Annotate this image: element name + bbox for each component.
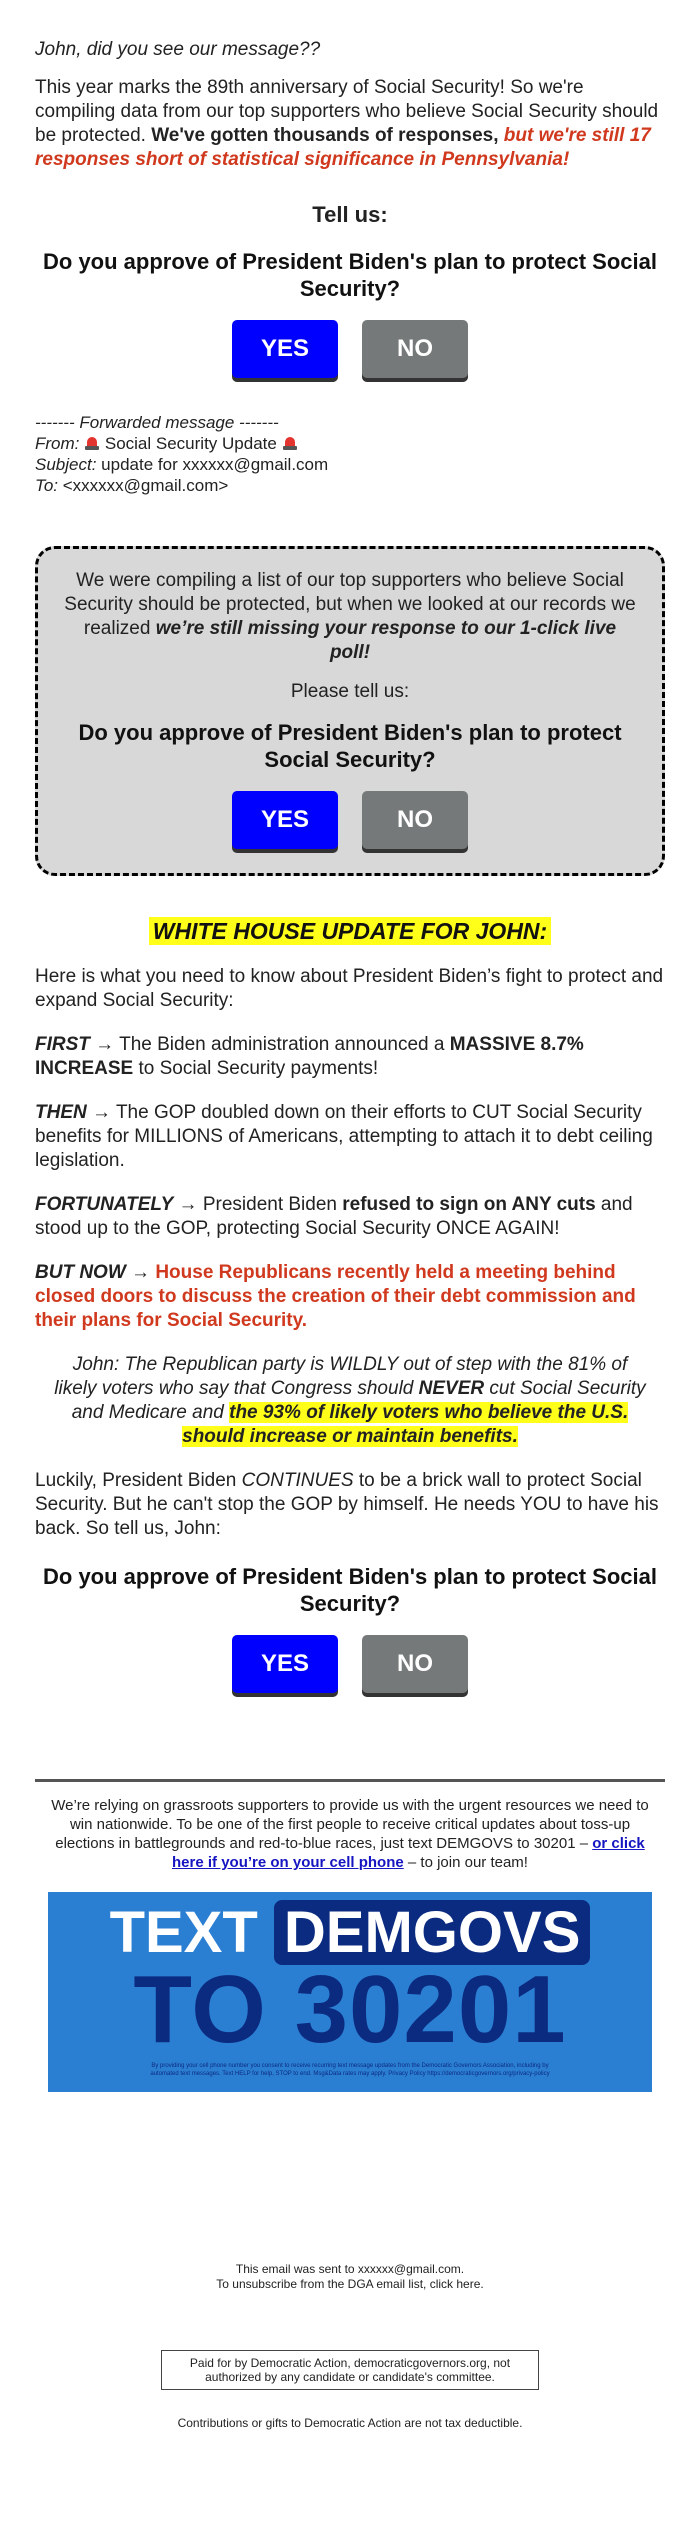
no-button[interactable]: NO: [362, 320, 468, 378]
luckily-paragraph: [35, 1469, 665, 1541]
from-label: From:: [35, 434, 80, 453]
email-body: [35, 0, 665, 2430]
quote-highlight: the 93% of likely voters who believe the U.S. should increase or maintain benefits.: [182, 1402, 629, 1447]
grassroots-paragraph: [35, 1796, 665, 1872]
then-label: THEN: [35, 1102, 87, 1123]
yes-button[interactable]: YES: [232, 791, 338, 849]
but-now-red: House Republicans recently held a meeting behind closed doors to discuss the creation of their debt commission and their plans for Social Security.: [35, 1262, 636, 1331]
from-name: Social Security Update: [104, 434, 277, 453]
paid-for-disclaimer: Paid for by Democratic Action, democraticgovernors.org, not authorized by any candidate or candidate's committee.: [161, 2350, 539, 2390]
intro-bold: We've gotten thousands of responses,: [151, 125, 504, 146]
poll-buttons: [35, 320, 665, 378]
to-value: <xxxxxx@gmail.com>: [62, 476, 229, 495]
white-house-update-heading: [35, 918, 665, 945]
then-text: → The GOP doubled down on their efforts to CUT Social Security benefits for MILLIONS of Americans, attempting to attach it to debt ceiling legislation.: [35, 1102, 653, 1171]
to-label: To:: [35, 476, 59, 495]
grassroots-text: We’re relying on grassroots supporters to provide us with the urgent resources we need to win nationwide. To be one of the first people to receive critical updates about toss-up elections in battlegrounds and red-to-blue races, just text DEMGOVS to 30201 –: [51, 1797, 649, 1852]
police-siren-icon: [84, 437, 100, 450]
first-paragraph: [35, 1033, 665, 1081]
fortunately-paragraph: [35, 1193, 665, 1241]
quote-text: John: The Republican party is WILDLY out of step with the 81% of likely voters who say that Congress should: [54, 1354, 628, 1399]
intro-red: but we're still 17 responses short of statistical significance in Pennsylvania!: [35, 125, 651, 170]
first-bold: MASSIVE 8.7% INCREASE: [35, 1034, 584, 1079]
forwarded-message-box: [35, 546, 665, 876]
please-tell-us: Please tell us:: [290, 681, 410, 702]
poll-buttons: [35, 1635, 665, 1693]
text-demgovs-banner[interactable]: [48, 1892, 652, 2092]
but-now-paragraph: [35, 1261, 665, 1333]
banner-fine-print: By providing your cell phone number you consent to receive recurring text message updates from the Democratic Governors Association, including by automated text messages. Text HELP for help, STOP to end. Msg&Data rates may apply. Privacy Policy https://democraticgovernors.org/privacy-policy: [150, 2063, 550, 2077]
sent-to-text: This email was sent to xxxxxx@gmail.com.: [235, 2262, 465, 2276]
unsubscribe-link[interactable]: To unsubscribe from the DGA email list, click here.: [216, 2277, 484, 2291]
luckily-text: Luckily, President Biden: [35, 1470, 242, 1491]
banner-to-number: TO 30201: [133, 1956, 567, 2063]
poll-question: Do you approve of President Biden's plan to protect Social Security?: [43, 1564, 657, 1616]
quote-never: NEVER: [418, 1378, 485, 1399]
luckily-text-2: to be a brick wall to protect Social Security. But he can't stop the GOP by himself. He needs YOU to have his back. So tell us, John:: [35, 1470, 659, 1539]
quote-paragraph: [35, 1353, 665, 1449]
boxed-text: We were compiling a list of our top supporters who believe Social Security should be protected, but when we looked at our records we realized: [64, 570, 636, 639]
then-paragraph: [35, 1101, 665, 1173]
banner-keyword: DEMGOVS: [274, 1900, 591, 1965]
contributions-notice: Contributions or gifts to Democratic Action are not tax deductible.: [177, 2416, 523, 2430]
subject-label: Subject:: [35, 455, 97, 474]
greeting: John, did you see our message??: [35, 39, 321, 60]
poll-buttons: [62, 791, 638, 849]
grassroots-text-end: – to join our team!: [403, 1854, 528, 1871]
luckily-italic: CONTINUES: [241, 1470, 354, 1491]
fortunately-label: FORTUNATELY: [35, 1194, 174, 1215]
fortunately-text: → President Biden: [173, 1194, 343, 1215]
tell-us-heading: Tell us:: [312, 202, 388, 227]
email-sent-notice: [35, 2262, 665, 2292]
fortunately-text-end: and stood up to the GOP, protecting Social Security ONCE AGAIN!: [35, 1194, 633, 1239]
update-intro: Here is what you need to know about President Biden’s fight to protect and expand Social Security:: [35, 966, 664, 1011]
yes-button[interactable]: YES: [232, 320, 338, 378]
forwarded-header: [35, 412, 665, 496]
intro-text: This year marks the 89th anniversary of Social Security! So we're compiling data from our top supporters who believe Social Security should be protected.: [35, 77, 659, 146]
quote-text-2: cut Social Security and Medicare and: [71, 1378, 646, 1423]
boxed-emphasis: we’re still missing your response to our 1-click live poll!: [155, 618, 617, 663]
no-button[interactable]: NO: [362, 1635, 468, 1693]
boxed-paragraph: [62, 569, 638, 665]
poll-question: Do you approve of President Biden's plan to protect Social Security?: [78, 720, 622, 772]
first-text-end: to Social Security payments!: [133, 1058, 379, 1079]
forwarded-label: ------- Forwarded message -------: [35, 413, 279, 432]
update-heading-text: WHITE HOUSE UPDATE FOR JOHN:: [149, 917, 551, 945]
footer-divider: [35, 1779, 665, 1782]
intro-paragraph: [35, 76, 665, 172]
fortunately-bold: refused to sign on ANY cuts: [342, 1194, 596, 1215]
cell-phone-link[interactable]: or click here if you’re on your cell phone: [172, 1835, 645, 1871]
police-siren-icon: [282, 437, 298, 450]
first-label: FIRST: [35, 1034, 90, 1055]
banner-text-word: TEXT: [109, 1900, 258, 1965]
no-button[interactable]: NO: [362, 791, 468, 849]
poll-question: Do you approve of President Biden's plan to protect Social Security?: [43, 249, 657, 301]
yes-button[interactable]: YES: [232, 1635, 338, 1693]
subject-value: update for xxxxxx@gmail.com: [101, 455, 329, 474]
but-now-label: BUT NOW →: [35, 1262, 151, 1283]
first-text: → The Biden administration announced a: [89, 1034, 450, 1055]
